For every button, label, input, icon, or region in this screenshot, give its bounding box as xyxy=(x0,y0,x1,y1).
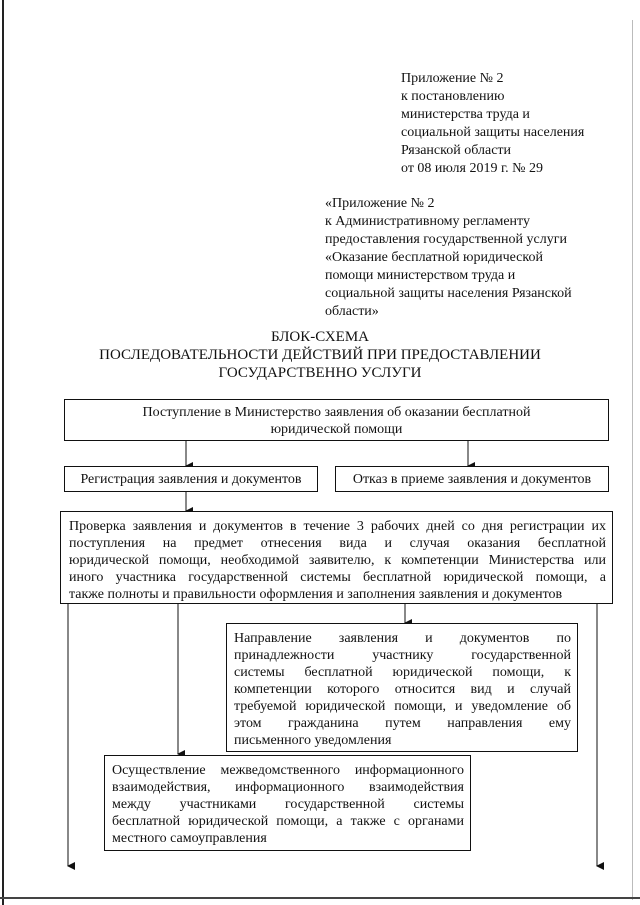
interaction-line: Осуществление межведомственного информационного xyxy=(112,763,464,778)
registration-box xyxy=(64,466,318,492)
check-line: юридической помощи, необходимой заявителю, к компетенции Министерства или xyxy=(69,553,606,568)
regulation-header-line: социальной защиты населения Рязанской xyxy=(325,286,572,301)
interaction-line: местного самоуправления xyxy=(112,831,267,846)
appendix-header-line: Рязанской области xyxy=(401,143,512,158)
title-line: БЛОК-СХЕМА xyxy=(270,329,370,345)
forwarding-box xyxy=(226,623,578,752)
receipt-box xyxy=(64,399,609,441)
regulation-header-line: помощи министерством труда и xyxy=(325,268,516,283)
receipt-line: Поступление в Министерство заявления об оказании бесплатной xyxy=(142,405,531,420)
forwarding-line: принадлежности участнику государственной xyxy=(234,648,571,663)
refusal-box xyxy=(335,466,609,492)
regulation-header-line: к Административному регламенту xyxy=(325,214,530,229)
appendix-header-line: к постановлению xyxy=(401,89,505,104)
check-line: также полноты и правильности оформления и заполнения заявления и документов xyxy=(69,587,563,602)
interaction-line: взаимодействия, информационного взаимодействия xyxy=(112,780,464,795)
refusal-text: Отказ в приеме заявления и документов xyxy=(352,472,592,487)
forwarding-line: Направление заявления и документов по xyxy=(234,631,571,646)
regulation-header-line: предоставления государственной услуги xyxy=(325,232,567,247)
appendix-header-line: от 08 июля 2019 г. № 29 xyxy=(401,161,543,176)
check-line: иного участника государственной системы бесплатной юридической помощи, а xyxy=(69,570,606,585)
forwarding-line: требуемой юридической помощи, и уведомление об xyxy=(234,699,571,714)
regulation-header-line: области» xyxy=(325,304,379,319)
regulation-header-line: «Оказание бесплатной юридической xyxy=(325,250,543,265)
interaction-line: между участниками государственной системы xyxy=(112,797,464,812)
receipt-line: юридической помощи xyxy=(270,422,403,437)
check-line: Проверка заявления и документов в течение 3 рабочих дней со дня регистрации их xyxy=(69,519,606,534)
regulation-header-line: «Приложение № 2 xyxy=(325,196,435,211)
check-line: поступления на предмет отнесения вида и случая оказания бесплатной xyxy=(69,536,606,551)
interaction-box xyxy=(104,755,471,851)
appendix-header-line: социальной защиты населения xyxy=(401,125,585,140)
title-line: ПОСЛЕДОВАТЕЛЬНОСТИ ДЕЙСТВИЙ ПРИ ПРЕДОСТАВЛЕНИИ xyxy=(99,347,541,363)
forwarding-line: системы бесплатной юридической помощи, к xyxy=(234,665,571,680)
interaction-line: бесплатной юридической помощи, а также с органами xyxy=(112,814,464,829)
appendix-header-line: министерства труда и xyxy=(401,107,530,122)
registration-text: Регистрация заявления и документов xyxy=(80,472,302,487)
title-line: ГОСУДАРСТВЕННО УСЛУГИ xyxy=(218,365,422,381)
appendix-header-line: Приложение № 2 xyxy=(401,71,504,86)
forwarding-line: письменного уведомления xyxy=(234,733,392,748)
check-box xyxy=(60,511,613,604)
forwarding-line: компетенции которого относится вид и случай xyxy=(234,682,571,697)
forwarding-line: этом гражданина путем направления ему xyxy=(234,716,571,731)
